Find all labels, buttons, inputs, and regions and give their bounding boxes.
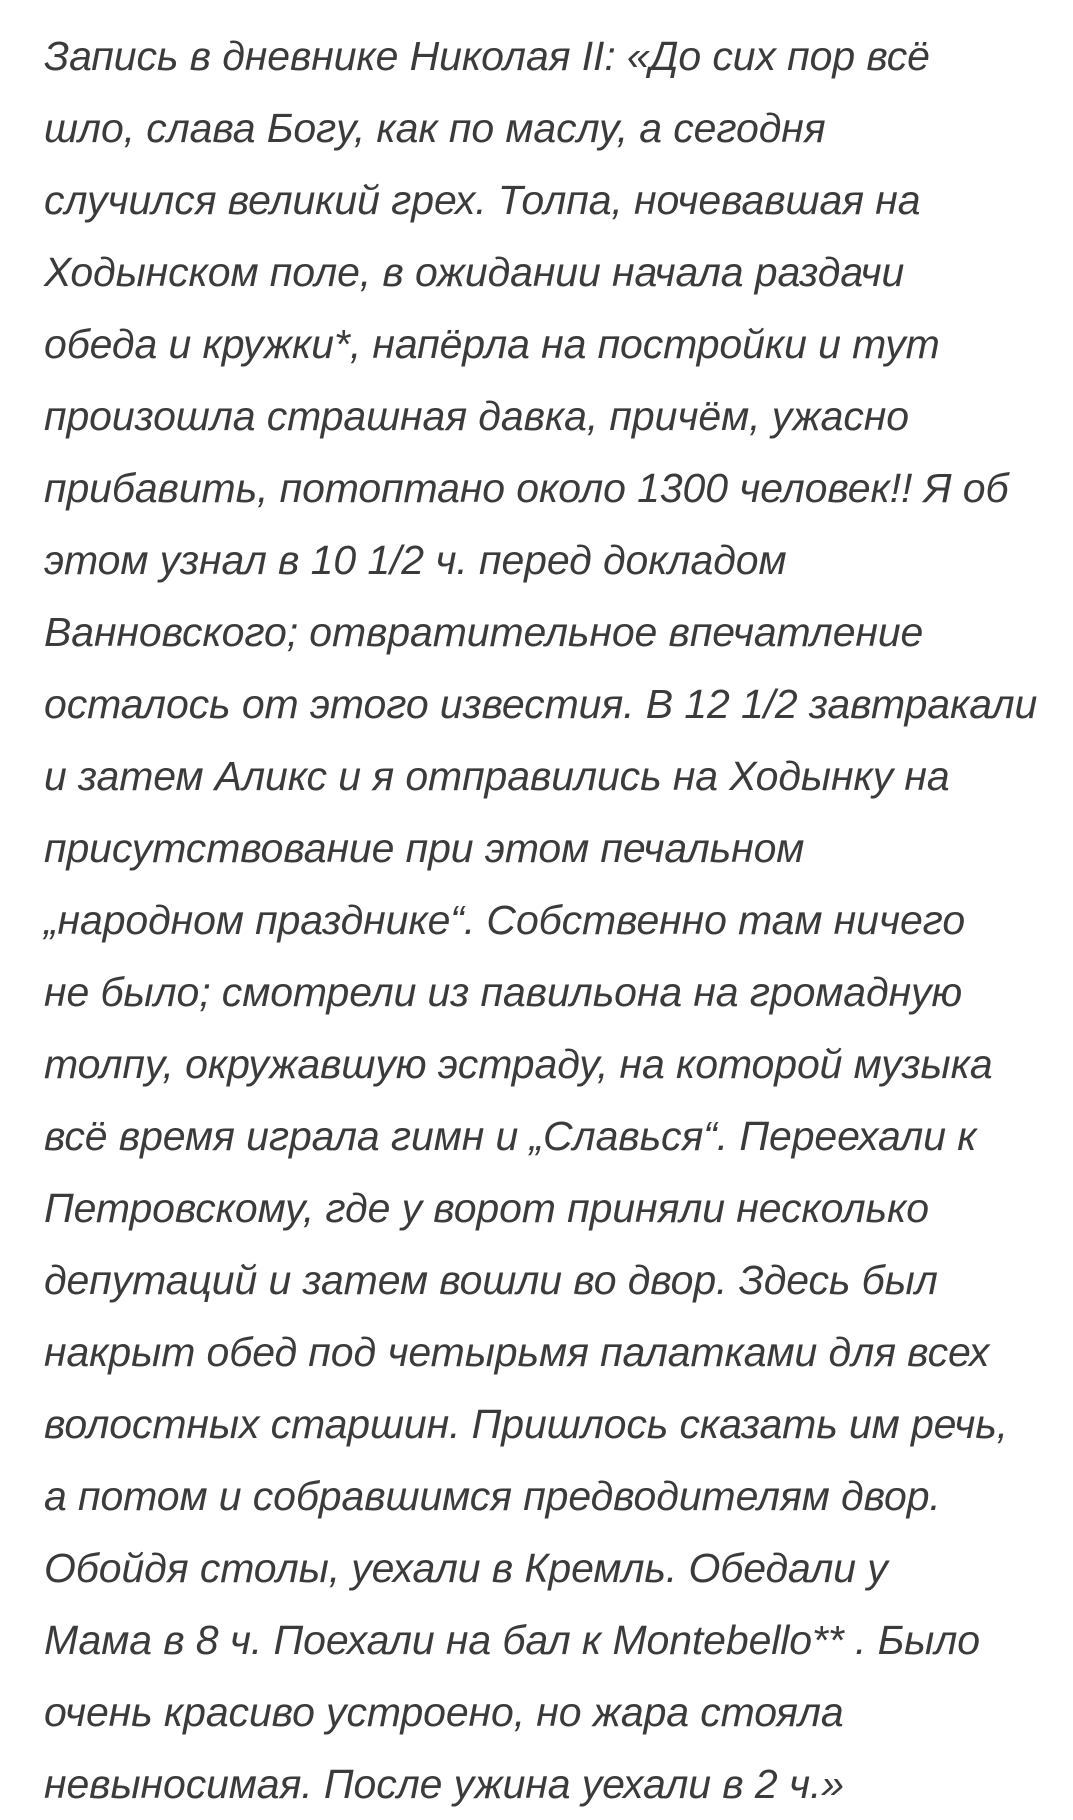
quote-line: Запись в дневнике Николая II: «До сих пор всё <box>44 33 930 79</box>
quote-line: „народном празднике“. Собственно там ничего <box>44 897 966 943</box>
quote-line: случился великий грех. Толпа, ночевавшая на <box>44 177 921 223</box>
quote-line: Обойдя столы, уехали в Кремль. Обедали у <box>44 1545 888 1591</box>
quote-line: Ходынском поле, в ожидании начала раздачи <box>44 249 905 295</box>
quote-line: обеда и кружки*, напёрла на постройки и тут <box>44 321 940 367</box>
quote-line: Мама в 8 ч. Поехали на бал к Montebello** . Было <box>44 1617 980 1663</box>
quote-line: депутаций и затем вошли во двор. Здесь был <box>44 1257 938 1303</box>
quote-line: прибавить, потоптано около 1300 человек!! Я об <box>44 465 1009 511</box>
quote-line: невыносимая. После ужина уехали в 2 ч.» <box>44 1761 844 1807</box>
diary-quote <box>44 20 1038 1820</box>
quote-line: не было; смотрели из павильона на громадную <box>44 969 963 1015</box>
quote-line: присутствование при этом печальном <box>44 825 805 871</box>
quote-line: накрыт обед под четырьмя палатками для всех <box>44 1329 990 1375</box>
quote-line: волостных старшин. Пришлось сказать им речь, <box>44 1401 1008 1447</box>
quote-line: Петровскому, где у ворот приняли несколько <box>44 1185 929 1231</box>
quote-line: очень красиво устроено, но жара стояла <box>44 1689 844 1735</box>
quote-line: осталось от этого известия. В 12 1/2 завтракали <box>44 681 1038 727</box>
quote-line: произошла страшная давка, причём, ужасно <box>44 393 909 439</box>
quote-line: и затем Аликс и я отправились на Ходынку на <box>44 753 950 799</box>
quote-line: Ванновского; отвратительное впечатление <box>44 609 924 655</box>
quote-line: толпу, окружавшую эстраду, на которой музыка <box>44 1041 993 1087</box>
quote-line: всё время играла гимн и „Славься“. Переехали к <box>44 1113 977 1159</box>
quote-line: а потом и собравшимся предводителям двор. <box>44 1473 941 1519</box>
quote-line: этом узнал в 10 1/2 ч. перед докладом <box>44 537 787 583</box>
quote-line: шло, слава Богу, как по маслу, а сегодня <box>44 105 826 151</box>
